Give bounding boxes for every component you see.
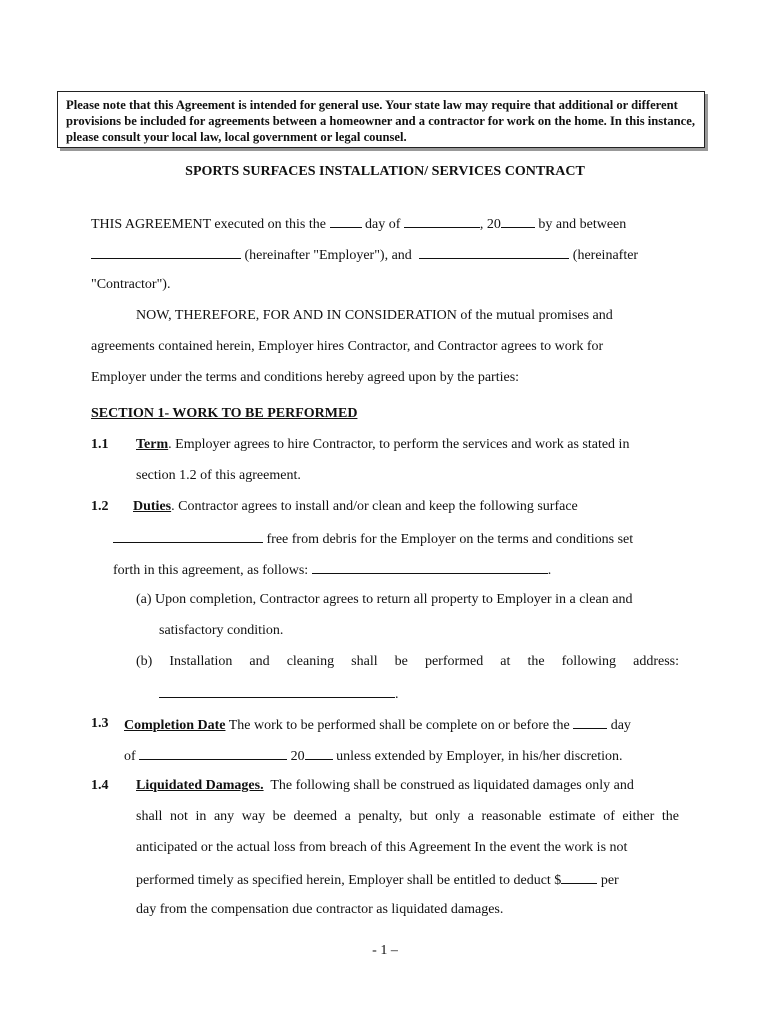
intro-text: (hereinafter "Employer"), and xyxy=(244,248,412,263)
clause-text: performed timely as specified herein, Employer shall be entitled to deduct $ xyxy=(136,873,562,888)
clause-text: . Employer agrees to hire Contractor, to perform the services and work as stated in xyxy=(168,437,630,452)
clause-text: day xyxy=(610,718,631,733)
clause-text: . Contractor agrees to install and/or clean and keep the following surface xyxy=(171,499,578,514)
clause-text: 20 xyxy=(290,749,305,764)
clause-1-2-line-3: forth in this agreement, as follows: . xyxy=(113,563,552,578)
address-blank[interactable] xyxy=(159,685,395,698)
completion-month-blank[interactable] xyxy=(139,747,287,760)
clause-1-4-line-3: anticipated or the actual loss from breach of this Agreement In the event the work is not xyxy=(136,840,628,855)
intro-text: by and between xyxy=(538,217,627,232)
liquidated-damages-label: Liquidated Damages. xyxy=(136,778,264,793)
contract-title: SPORTS SURFACES INSTALLATION/ SERVICES CONTRACT xyxy=(185,164,585,179)
contractor-name-blank[interactable] xyxy=(419,246,569,259)
consideration-line-1: NOW, THEREFORE, FOR AND IN CONSIDERATION of the mutual promises and xyxy=(136,308,613,323)
clause-1-4-line-1 xyxy=(136,778,634,794)
penalty-amount-blank[interactable] xyxy=(561,871,597,884)
completion-year-blank[interactable] xyxy=(305,747,333,760)
clause-1-3-line-2 xyxy=(124,747,623,765)
clause-1-4-line-4 xyxy=(136,871,619,889)
intro-line-1 xyxy=(91,215,626,233)
day-blank[interactable] xyxy=(330,215,362,228)
completion-day-blank[interactable] xyxy=(573,716,607,729)
page-number: - 1 – xyxy=(372,943,398,958)
clause-1-2-b-line-1: (b) Installation and cleaning shall be performed at the following address: xyxy=(136,654,679,669)
clause-1-1-line-1 xyxy=(136,437,629,453)
clause-1-2-a-line-1: (a) Upon completion, Contractor agrees to return all property to Employer in a clean and xyxy=(136,592,633,607)
clause-text: The work to be performed shall be complete on or before the xyxy=(228,718,570,733)
clause-1-2-line-1 xyxy=(133,499,578,515)
intro-line-3: "Contractor"). xyxy=(91,277,171,292)
clause-1-3-line-1 xyxy=(124,716,631,734)
clause-1-2-a-line-2: satisfactory condition. xyxy=(159,623,284,638)
term-label: Term xyxy=(136,437,169,452)
intro-text: THIS AGREEMENT executed on this the xyxy=(91,217,326,232)
section-1-heading: SECTION 1- WORK TO BE PERFORMED xyxy=(91,406,358,421)
clause-1-4-line-2: shall not in any way be deemed a penalty, but only a reasonable estimate of either the xyxy=(136,809,679,824)
intro-text: , 20 xyxy=(479,217,501,232)
intro-text: (hereinafter xyxy=(572,248,639,263)
clause-number: 1.1 xyxy=(91,437,109,452)
clause-number: 1.2 xyxy=(91,499,109,514)
clause-text: free from debris for the Employer on the terms and conditions set xyxy=(266,532,634,547)
clause-text: per xyxy=(600,873,619,888)
clause-text: of xyxy=(124,749,136,764)
clause-1-2-b-line-2: . xyxy=(159,685,399,703)
employer-name-blank[interactable] xyxy=(91,246,241,259)
surface-blank[interactable] xyxy=(113,530,263,543)
clause-text: forth in this agreement, as follows: xyxy=(113,563,309,578)
clause-1-2-line-2 xyxy=(113,530,633,548)
completion-date-label: Completion Date xyxy=(124,718,226,733)
clause-text: unless extended by Employer, in his/her discretion. xyxy=(336,749,623,764)
intro-text: day of xyxy=(365,217,401,232)
general-use-notice: Please note that this Agreement is intended for general use. Your state law may require that additional or different provisions be included for agreements between a homeowner and a contractor for work on the home. In this instance, please consult your local law, local government or legal counsel. xyxy=(57,91,705,148)
consideration-line-3: Employer under the terms and conditions hereby agreed upon by the parties: xyxy=(91,370,520,385)
month-blank[interactable] xyxy=(404,215,480,228)
terms-blank[interactable] xyxy=(312,561,548,574)
duties-label: Duties xyxy=(133,499,172,514)
clause-number: 1.3 xyxy=(91,716,109,731)
year-blank[interactable] xyxy=(501,215,535,228)
intro-line-2 xyxy=(91,246,638,264)
clause-number: 1.4 xyxy=(91,778,109,793)
clause-text: The following shall be construed as liquidated damages only and xyxy=(270,778,634,793)
consideration-line-2: agreements contained herein, Employer hires Contractor, and Contractor agrees to work for xyxy=(91,339,604,354)
clause-1-1-line-2: section 1.2 of this agreement. xyxy=(136,468,301,483)
clause-1-4-line-5: day from the compensation due contractor as liquidated damages. xyxy=(136,902,504,917)
